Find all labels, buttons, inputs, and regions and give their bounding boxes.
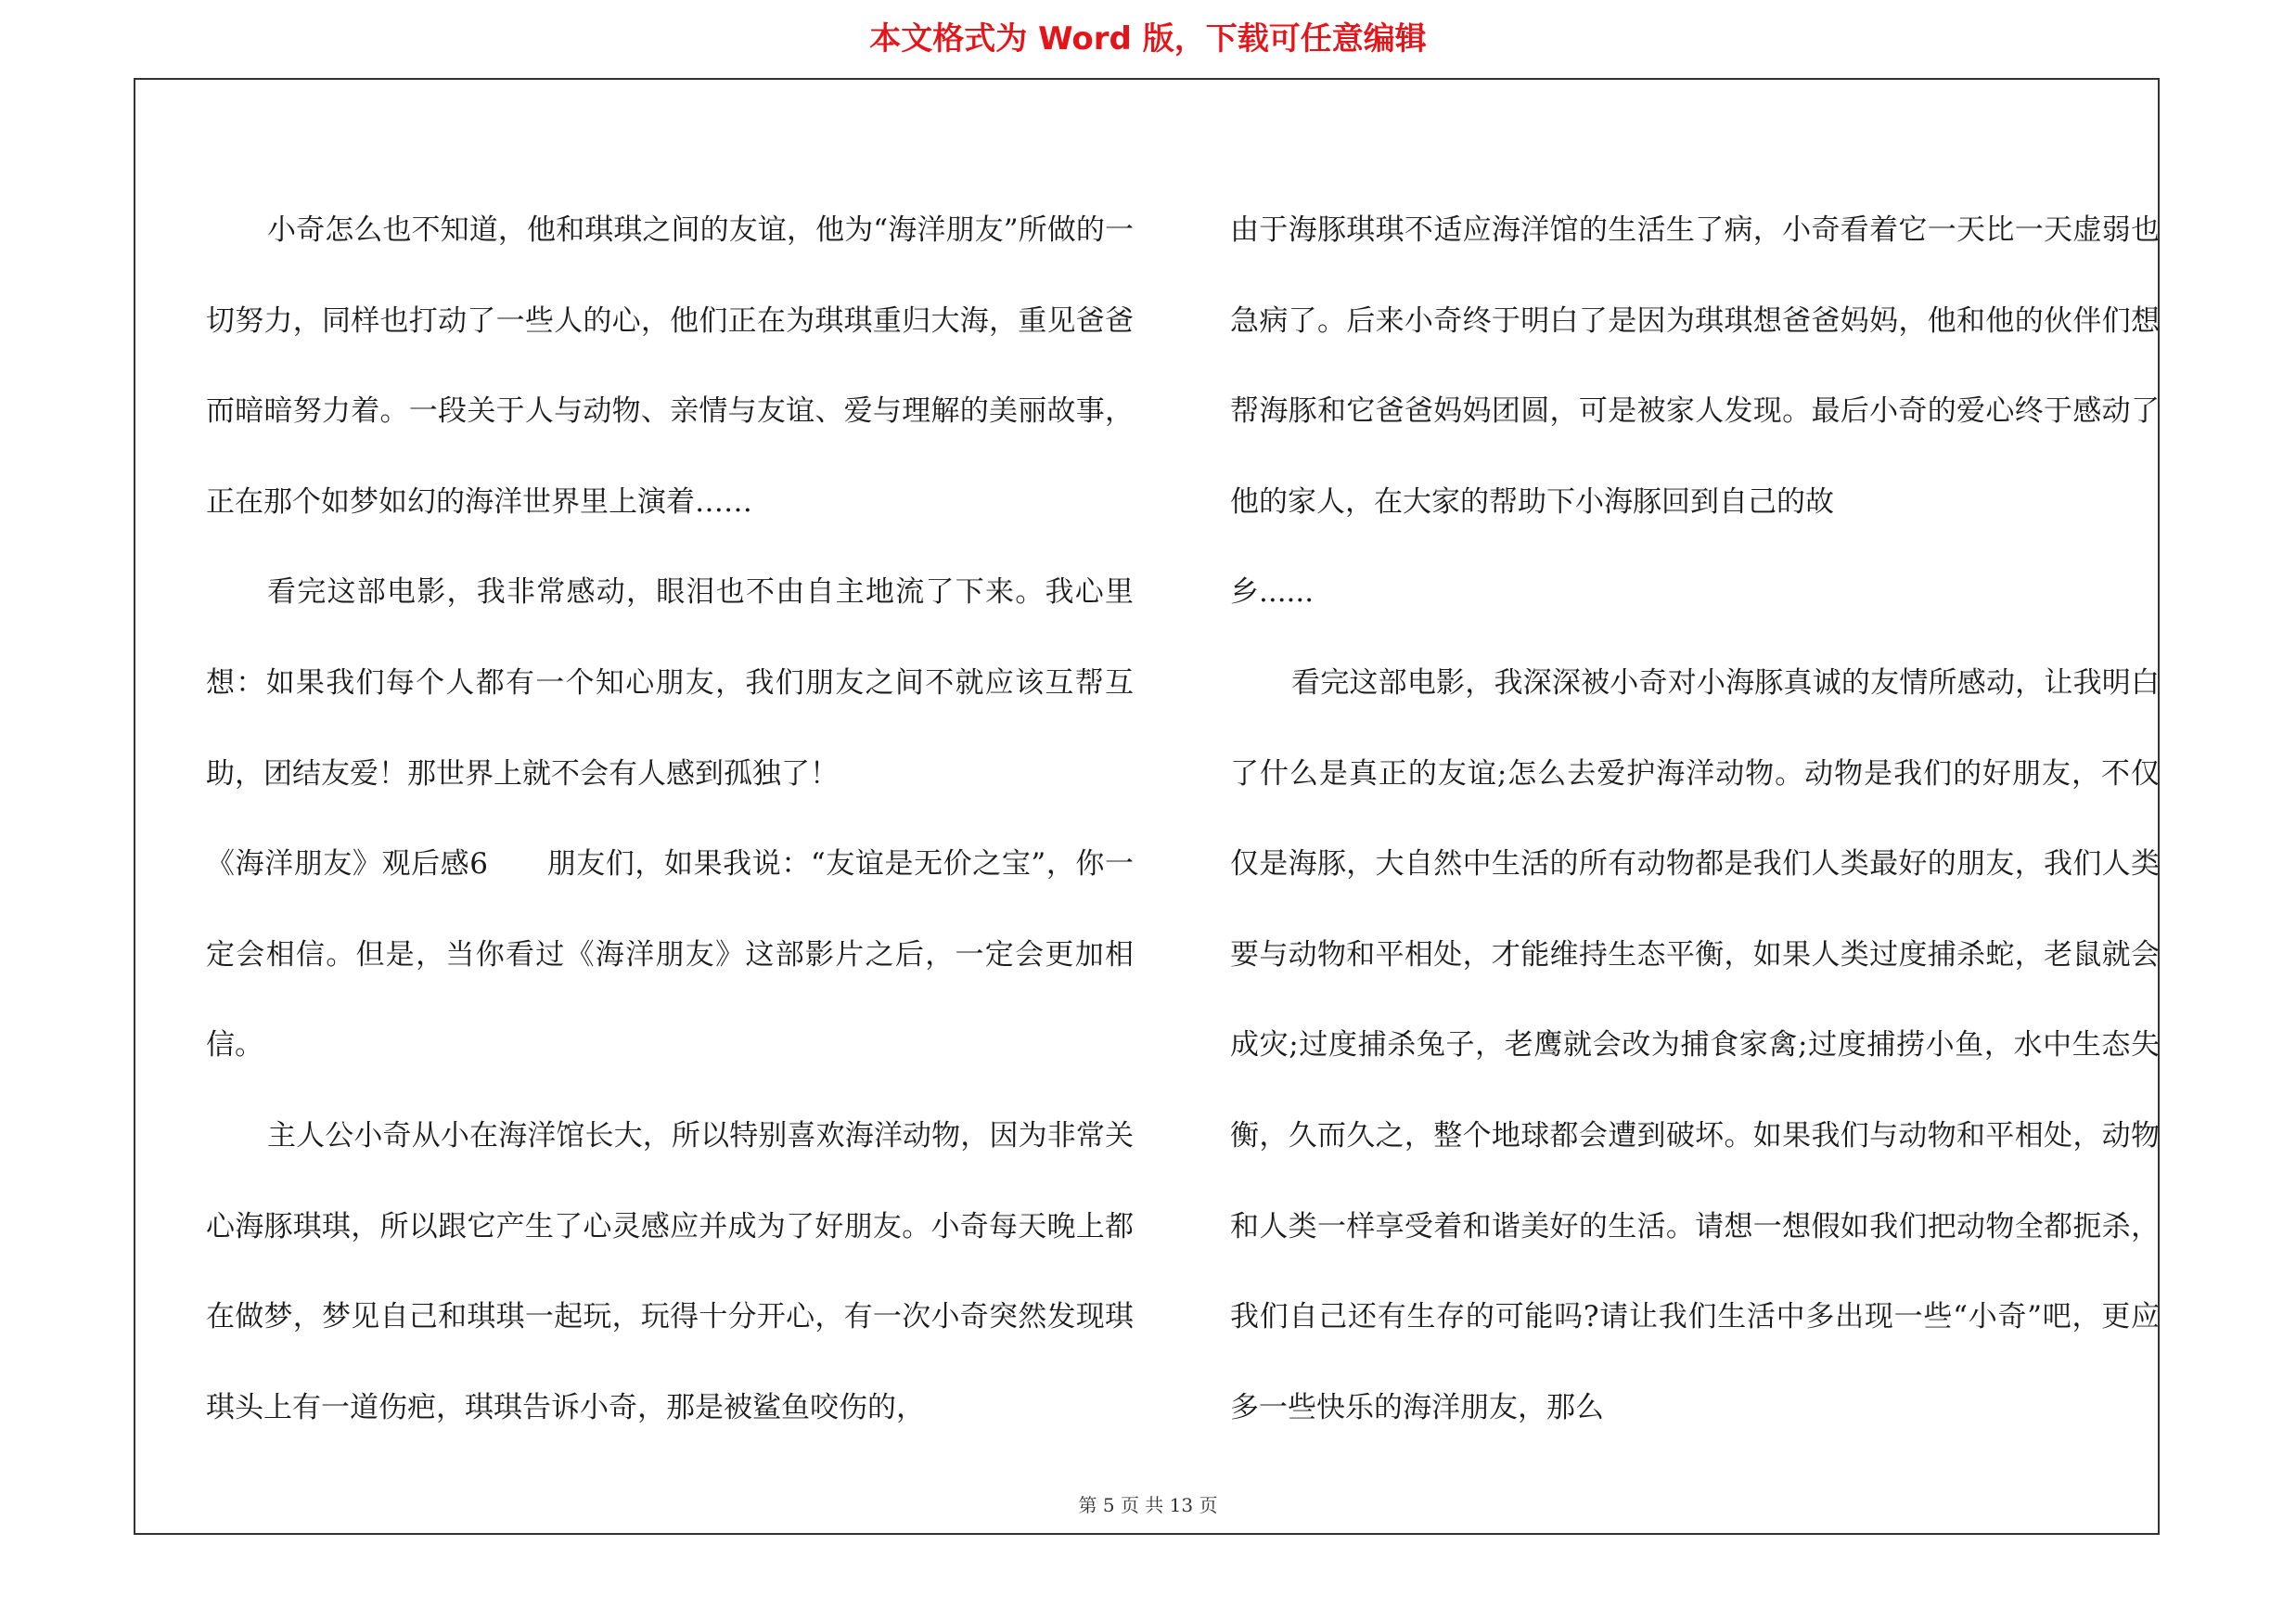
paragraph: 乡...... — [1230, 575, 1315, 610]
paragraph: 《海洋朋友》观后感6 朋友们，如果我说：“友谊是无价之宝”，你一定会相信。但是，当你看过《海洋朋友》这部影片之后，一定会更加相信。 — [206, 847, 1134, 1063]
paragraph: 主人公小奇从小在海洋馆长大，所以特别喜欢海洋动物，因为非常关心海豚琪琪，所以跟它产生了心灵感应并成为了好朋友。小奇每天晚上都在做梦，梦见自己和琪琪一起玩，玩得十分开心，有一次小奇突然发现琪琪头上有一道伤疤，琪琪告诉小奇，那是被鲨鱼咬伤的， — [206, 1118, 1134, 1424]
page-number: 第 5 页 共 13 页 — [1078, 1494, 1218, 1516]
header-banner: 本文格式为 Word 版，下载可任意编辑 — [869, 20, 1427, 58]
paragraph: 小奇怎么也不知道，他和琪琪之间的友谊，他为“海洋朋友”所做的一切努力，同样也打动了一些人的心，他们正在为琪琪重归大海，重见爸爸而暗暗努力着。一段关于人与动物、亲情与友谊、爱与理解的美丽故事，正在那个如梦如幻的海洋世界里上演着…… — [206, 213, 1134, 519]
paragraph: 看完这部电影，我深深被小奇对小海豚真诚的友情所感动，让我明白了什么是真正的友谊;怎么去爱护海洋动物。动物是我们的好朋友，不仅仅是海豚，大自然中生活的所有动物都是我们人类最好的朋友，我们人类要与动物和平相处，才能维持生态平衡，如果人类过度捕杀蛇，老鼠就会成灾;过度捕杀兔子，老鹰就会改为捕食家禽;过度捕捞小鱼，水中生态失衡，久而久之，整个地球都会遭到破坏。如果我们与动物和平相处，动物和人类一样享受着和谐美好的生活。请想一想假如我们把动物全都扼杀，我们自己还有生存的可能吗?请让我们生活中多出现一些“小奇”吧，更应多一些快乐的海洋朋友，那么 — [1230, 665, 2160, 1424]
paragraph: 由于海豚琪琪不适应海洋馆的生活生了病，小奇看着它一天比一天虚弱也急病了。后来小奇终于明白了是因为琪琪想爸爸妈妈，他和他的伙伴们想帮海豚和它爸爸妈妈团圆，可是被家人发现。最后小奇的爱心终于感动了他的家人，在大家的帮助下小海豚回到自己的故 — [1230, 213, 2160, 519]
left-column — [206, 186, 1134, 1453]
paragraph: 看完这部电影，我非常感动，眼泪也不由自主地流了下来。我心里想：如果我们每个人都有一个知心朋友，我们朋友之间不就应该互帮互助，团结友爱！那世界上就不会有人感到孤独了！ — [206, 575, 1134, 791]
right-column — [1230, 186, 2160, 1453]
